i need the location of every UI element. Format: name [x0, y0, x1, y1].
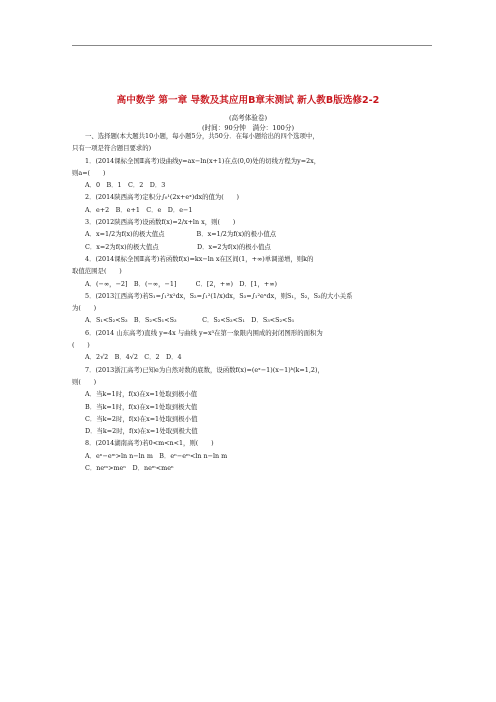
text-line: B．当k=1时，f(x)在x=1处取到极大值	[85, 402, 198, 411]
text-line: A．x=1/2为f(x)的极大值点 B．x=1/2为f(x)的极小值点	[85, 230, 277, 239]
text-line: A．0 B．1 C．2 D．3	[85, 181, 166, 190]
text-line: A．2√2 B．4√2 C．2 D．4	[85, 353, 182, 362]
text-line: C．x=2为f(x)的极大值点 D．x=2为f(x)的极小值点	[85, 242, 271, 251]
text-line: 3．(2012陕西高考)设函数f(x)=2/x+ln x，则( )	[85, 218, 236, 227]
question-body	[72, 130, 432, 474]
text-line: C．当k=2时，f(x)在x=1处取到极小值	[85, 414, 198, 423]
text-line: C．neᵐ>meⁿ D．neᵐ<meⁿ	[85, 464, 174, 473]
text-line: A．eⁿ−eᵐ>ln n−ln m B．eⁿ−eᵐ<ln n−ln m	[85, 451, 228, 460]
text-line: A．S₁<S₂<S₃ B．S₂<S₁<S₃ C．S₂<S₃<S₁ D．S₃<S₂<S₁	[85, 316, 295, 325]
text-line: ( )	[72, 341, 90, 350]
text-line: 则a=( )	[72, 168, 106, 177]
text-line: 7．(2013浙江高考)已知e为自然对数的底数，设函数f(x)=(eˣ−1)(x−1)ᵏ(k=1,2)，	[85, 365, 324, 374]
text-line: 只有一项是符合题目要求的)	[72, 144, 152, 153]
header-rule	[72, 45, 432, 46]
text-line: 为( )	[72, 304, 97, 313]
text-line: A．e+2 B．e+1 C．e D．e−1	[85, 205, 193, 214]
text-line: 6．(2014 山东高考)直线 y=4x 与曲线 y=x³在第一象限内围成的封闭图形的面积为	[85, 328, 323, 337]
text-line: 5．(2013江西高考)若S₁=∫₁²x²dx，S₂=∫₁²(1/x)dx，S₃=∫₁²eˣdx，则S₁，S₂，S₃的大小关系	[85, 291, 353, 300]
text-line: 则( )	[72, 377, 97, 386]
document-title: 高中数学 第一章 导数及其应用B章末测试 新人教B版选修2-2	[116, 95, 380, 106]
text-line: A．当k=1时，f(x)在x=1处取到极小值	[85, 390, 198, 399]
text-line: 4．(2014课标全国Ⅱ高考)若函数f(x)=kx−ln x在区间(1，+∞)单调递增，则k的	[85, 254, 314, 263]
text-line: 一、选择题(本大题共10小题，每小题5分，共50分．在每小题给出的四个选项中，	[85, 132, 319, 140]
time-and-score: (时间：90分钟 满分：100分)	[201, 124, 295, 132]
text-line: A．(−∞，−2] B．(−∞，−1] C．[2，+∞) D．[1，+∞)	[85, 279, 278, 288]
text-line: D．当k=2时，f(x)在x=1处取到极大值	[85, 427, 198, 436]
text-line: 2．(2014陕西高考)定积分∫₀¹(2x+eˣ)dx的值为( )	[85, 193, 240, 202]
text-line: 取值范围是( )	[72, 267, 122, 276]
exam-type-note: (高考体验卷)	[228, 114, 268, 122]
text-line: 1．(2014课标全国Ⅱ高考)设曲线y=ax−ln(x+1)在点(0,0)处的切线方程为y=2x，	[85, 156, 321, 165]
text-line: 8．(2014湖南高考)若0<m<n<1，则( )	[85, 439, 214, 448]
